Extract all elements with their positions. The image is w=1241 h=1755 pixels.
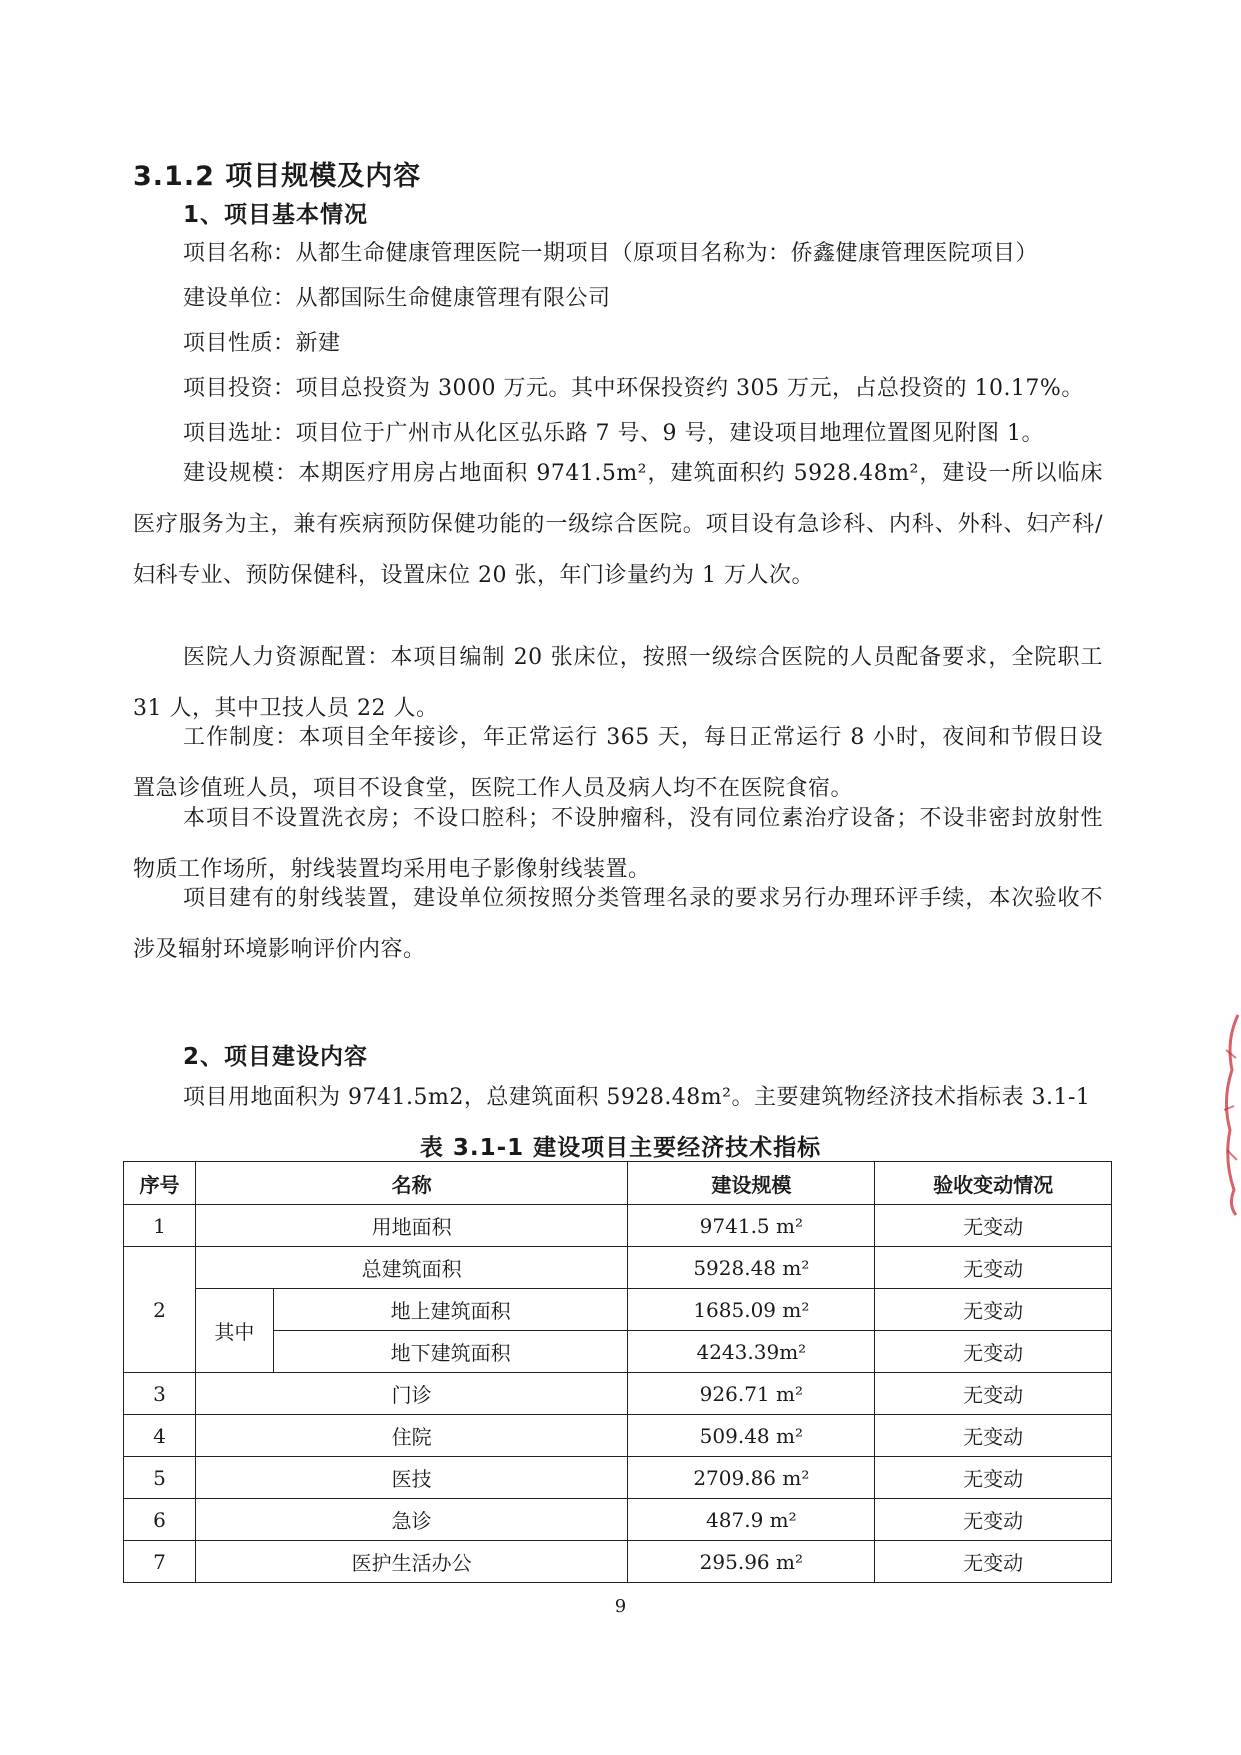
cell-change: 无变动	[875, 1205, 1112, 1247]
cell-name: 地上建筑面积	[273, 1289, 628, 1331]
cell-scale: 1685.09 m²	[628, 1289, 875, 1331]
cell-change: 无变动	[875, 1499, 1112, 1541]
cell-scale: 2709.86 m²	[628, 1457, 875, 1499]
cell-scale: 509.48 m²	[628, 1415, 875, 1457]
cell-change: 无变动	[875, 1373, 1112, 1415]
investment-line: 项目投资：项目总投资为 3000 万元。其中环保投资约 305 万元，占总投资的 10.17%。	[183, 376, 1084, 401]
builder-line: 建设单位：从都国际生命健康管理有限公司	[183, 286, 611, 311]
header-name: 名称	[195, 1162, 628, 1205]
cell-name: 急诊	[195, 1499, 628, 1541]
content-intro-line: 项目用地面积为 9741.5m2，总建筑面积 5928.48m²。主要建筑物经济技术指标表 3.1-1	[183, 1085, 1091, 1110]
cell-change: 无变动	[875, 1289, 1112, 1331]
table-header-row	[124, 1162, 1112, 1205]
header-scale: 建设规模	[628, 1162, 875, 1205]
cell-no: 5	[124, 1457, 196, 1499]
cell-name: 医技	[195, 1457, 628, 1499]
table-row	[124, 1373, 1112, 1415]
table-caption: 表 3.1-1 建设项目主要经济技术指标	[419, 1135, 822, 1161]
nature-line: 项目性质：新建	[183, 331, 341, 356]
table-row	[124, 1247, 1112, 1289]
table-row	[124, 1205, 1112, 1247]
cell-scale: 4243.39m²	[628, 1331, 875, 1373]
exclusions-paragraph: 本项目不设置洗衣房；不设口腔科；不设肿瘤科，没有同位素治疗设备；不设非密封放射性物质工作场所，射线装置均采用电子影像射线装置。	[133, 806, 1103, 882]
cell-no: 3	[124, 1373, 196, 1415]
table-row	[124, 1415, 1112, 1457]
cell-scale: 295.96 m²	[628, 1541, 875, 1583]
table-row	[124, 1541, 1112, 1583]
cell-scale: 9741.5 m²	[628, 1205, 875, 1247]
table-row	[124, 1499, 1112, 1541]
table-row	[124, 1289, 1112, 1331]
cell-no: 7	[124, 1541, 196, 1583]
section-title: 3.1.2 项目规模及内容	[133, 161, 422, 192]
header-change: 验收变动情况	[875, 1162, 1112, 1205]
subsection-title-basic: 1、项目基本情况	[183, 202, 369, 228]
cell-name: 地下建筑面积	[273, 1331, 628, 1373]
indicator-table	[123, 1161, 1112, 1583]
seal-stamp-edge	[1218, 1010, 1240, 1220]
cell-no: 4	[124, 1415, 196, 1457]
project-name-line: 项目名称：从都生命健康管理医院一期项目（原项目名称为：侨鑫健康管理医院项目）	[183, 241, 1039, 266]
site-line: 项目选址：项目位于广州市从化区弘乐路 7 号、9 号，建设项目地理位置图见附图 1。	[183, 421, 1044, 446]
scale-paragraph: 建设规模：本期医疗用房占地面积 9741.5m²，建筑面积约 5928.48m²，建设一所以临床医疗服务为主，兼有疾病预防保健功能的一级综合医院。项目设有急诊科、内科、外科、妇产科/妇科专业、预防保健科，设置床位 20 张，年门诊量约为 1 万人次。	[133, 461, 1103, 588]
cell-name: 用地面积	[195, 1205, 628, 1247]
table-row	[124, 1457, 1112, 1499]
cell-change: 无变动	[875, 1457, 1112, 1499]
cell-name: 门诊	[195, 1373, 628, 1415]
cell-no: 2	[124, 1247, 196, 1373]
page-number: 9	[614, 1596, 627, 1617]
cell-qizhong: 其中	[195, 1289, 273, 1373]
cell-scale: 926.71 m²	[628, 1373, 875, 1415]
cell-change: 无变动	[875, 1541, 1112, 1583]
cell-change: 无变动	[875, 1331, 1112, 1373]
cell-no: 1	[124, 1205, 196, 1247]
cell-name: 医护生活办公	[195, 1541, 628, 1583]
cell-no: 6	[124, 1499, 196, 1541]
cell-change: 无变动	[875, 1247, 1112, 1289]
cell-name: 住院	[195, 1415, 628, 1457]
cell-name: 总建筑面积	[195, 1247, 628, 1289]
radiation-paragraph: 项目建有的射线装置，建设单位须按照分类管理名录的要求另行办理环评手续，本次验收不涉及辐射环境影响评价内容。	[133, 886, 1103, 962]
staff-paragraph: 医院人力资源配置：本项目编制 20 张床位，按照一级综合医院的人员配备要求，全院职工 31 人，其中卫技人员 22 人。	[133, 645, 1103, 721]
cell-scale: 487.9 m²	[628, 1499, 875, 1541]
cell-scale: 5928.48 m²	[628, 1247, 875, 1289]
subsection-title-content: 2、项目建设内容	[183, 1044, 369, 1070]
work-system-paragraph: 工作制度：本项目全年接诊，年正常运行 365 天，每日正常运行 8 小时，夜间和节假日设置急诊值班人员，项目不设食堂，医院工作人员及病人均不在医院食宿。	[133, 725, 1103, 801]
cell-change: 无变动	[875, 1415, 1112, 1457]
header-no: 序号	[124, 1162, 196, 1205]
